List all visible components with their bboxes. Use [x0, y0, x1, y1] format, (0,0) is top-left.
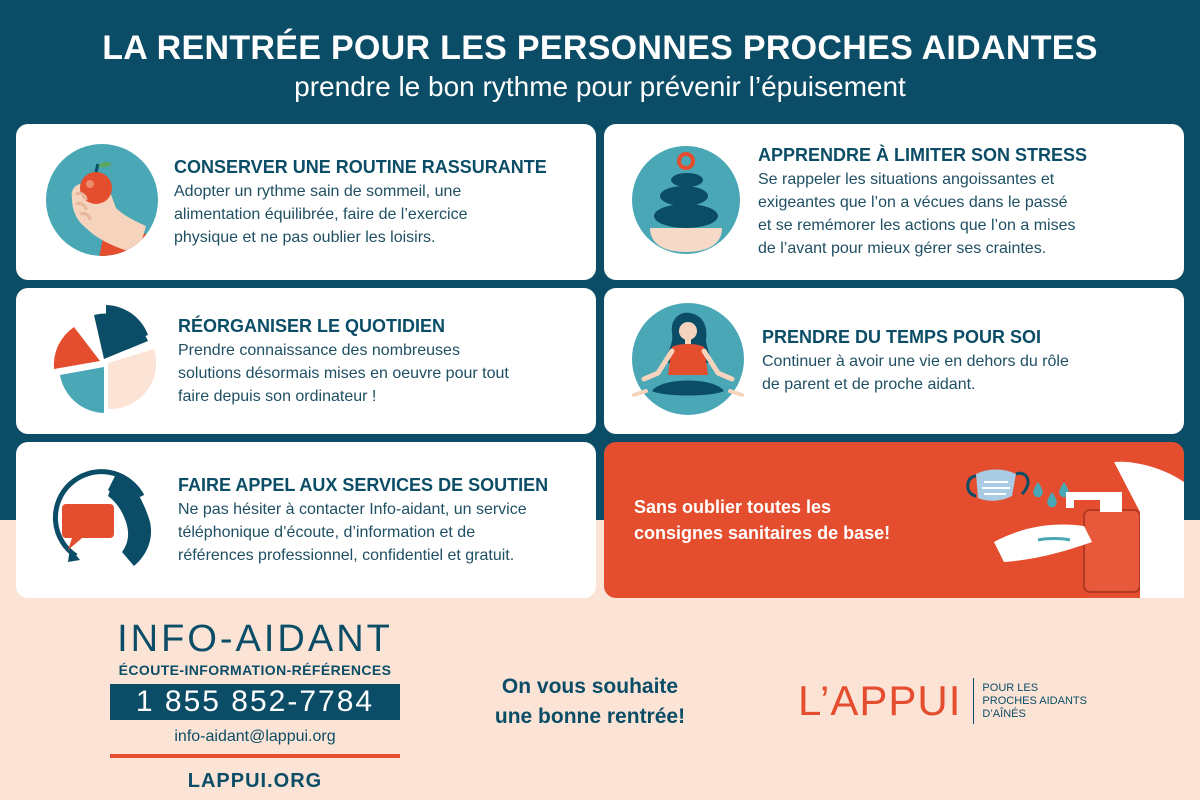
card-routine [16, 124, 596, 280]
wish-line: On vous souhaite [501, 675, 679, 698]
reminder-line: consignes sanitaires de base! [634, 523, 891, 543]
email-link[interactable]: info-aidant@lappui.org [174, 728, 336, 745]
meditation-icon [632, 303, 744, 420]
body-line: Continuer à avoir une vie en dehors du rôle [762, 353, 1069, 370]
info-aidant-block [110, 618, 400, 793]
stacked-stones-icon [632, 146, 740, 259]
card-title: FAIRE APPEL AUX SERVICES DE SOUTIEN [178, 474, 549, 495]
card-reminder [604, 442, 1184, 598]
info-aidant-logo: INFO-AIDANT [117, 618, 393, 660]
header [0, 28, 1200, 104]
body-line: exigeantes que l’on a vécues dans le passé [758, 194, 1068, 211]
body-line: solutions désormais mises en oeuvre pour tout [178, 364, 509, 382]
body-line: Se rappeler les situations angoissantes et [758, 171, 1055, 188]
card-title: RÉORGANISER LE QUOTIDIEN [178, 315, 446, 336]
card-body [174, 180, 547, 249]
body-line: faire depuis son ordinateur ! [178, 387, 377, 405]
body-line: téléphonique d’écoute, d’information et de [178, 523, 476, 541]
card-text [758, 144, 1087, 260]
card-body [178, 339, 509, 408]
phone-support-icon [46, 460, 162, 581]
website-link[interactable]: LAPPUI.ORG [187, 770, 323, 792]
body-line: Adopter un rythme sain de sommeil, une [174, 182, 462, 200]
logo-divider [973, 678, 974, 724]
appui-sub-line: D’AÎNÉS [982, 707, 1026, 720]
pie-chart-icon [44, 303, 156, 420]
card-services [16, 442, 596, 598]
body-line: références professionnel, confidentiel et gratuit. [178, 546, 515, 564]
reminder-text [634, 494, 964, 546]
wish-message [470, 672, 710, 732]
body-line: physique et ne pas oublier les loisirs. [174, 228, 436, 246]
body-line: de l’avant pour mieux gérer ses craintes. [758, 240, 1047, 257]
wish-line: une bonne rentrée! [494, 705, 686, 728]
appui-name: L’APPUI [798, 677, 962, 724]
mask-handwash-icon [934, 442, 1184, 598]
appui-sub-line: PROCHES AIDANTS [982, 694, 1087, 707]
card-title: APPRENDRE À LIMITER SON STRESS [758, 145, 1088, 165]
card-text [178, 474, 548, 567]
card-temps-pour-soi [604, 288, 1184, 434]
phone-number[interactable]: 1 855 852-7784 [110, 684, 400, 720]
appui-subtitle [982, 682, 1087, 721]
card-quotidien [16, 288, 596, 434]
card-title: PRENDRE DU TEMPS POUR SOI [762, 327, 1042, 347]
page-title: LA RENTRÉE POUR LES PERSONNES PROCHES AIDANTES [102, 29, 1098, 67]
divider [110, 754, 400, 758]
card-title: CONSERVER UNE ROUTINE RASSURANTE [174, 156, 547, 177]
page-subtitle: prendre le bon rythme pour prévenir l’épuisement [294, 71, 906, 102]
body-line: de parent et de proche aidant. [762, 376, 976, 393]
card-text [178, 315, 509, 408]
body-line: Ne pas hésiter à contacter Info-aidant, un service [178, 500, 527, 518]
info-aidant-tagline: ÉCOUTE-INFORMATION-RÉFÉRENCES [118, 662, 392, 678]
body-line: Prendre connaissance des nombreuses [178, 341, 460, 359]
reminder-line: Sans oublier toutes les [634, 497, 832, 517]
card-text [174, 156, 547, 249]
hand-apple-icon [46, 144, 158, 261]
body-line: alimentation équilibrée, faire de l’exercice [174, 205, 468, 223]
card-text [762, 326, 1069, 396]
appui-logo [798, 676, 1087, 726]
card-body [762, 350, 1069, 396]
card-body [758, 168, 1087, 260]
appui-sub-line: POUR LES [982, 681, 1039, 694]
card-body [178, 498, 548, 567]
card-stress [604, 124, 1184, 280]
body-line: et se remémorer les actions que l’on a mises [758, 217, 1076, 234]
